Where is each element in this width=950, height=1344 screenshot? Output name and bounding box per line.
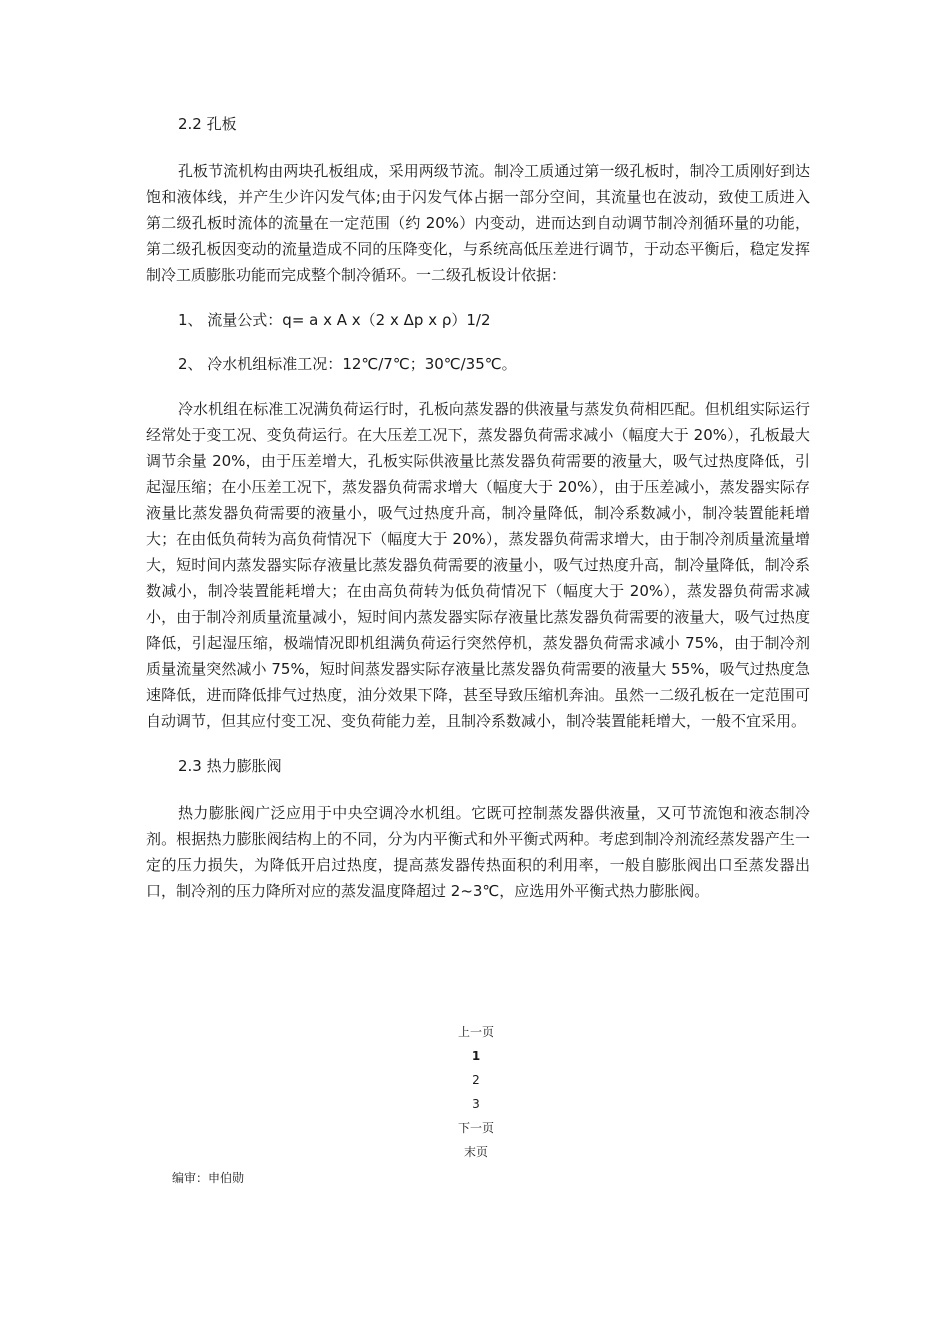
section-2-2-title: 2.2 孔板 <box>178 115 237 133</box>
pagination <box>146 1020 806 1164</box>
page-2-link[interactable]: 2 <box>472 1073 480 1087</box>
standard-conditions-item: 2、 冷水机组标准工况：12℃/7℃；30℃/35℃。 <box>178 355 517 373</box>
page-3-link[interactable]: 3 <box>472 1097 480 1111</box>
prev-page-link[interactable]: 上一页 <box>457 1025 494 1039</box>
orifice-analysis-paragraph: 冷水机组在标准工况满负荷运行时，孔板向蒸发器的供液量与蒸发负荷相匹配。但机组实际运行经常处于变工况、变负荷运行。在大压差工况下，蒸发器负荷需求减小（幅度大于 20%），孔板最大调节余量 20%，由于压差增大，孔板实际供液量比蒸发器负荷需要的液量大，吸气过热度降低，引起湿压缩；在小压差工况下，蒸发器负荷需求增大（幅度大于 20%），由于压差减小，蒸发器实际存液量比蒸发器负荷需要的液量小，吸气过热度升高，制冷量降低，制冷系数减小，制冷装置能耗增大；在由低负荷转为高负荷情况下（幅度大于 20%），蒸发器负荷需求增大，由于制冷剂质量流量增大，短时间内蒸发器实际存液量比蒸发器负荷需要的液量小，吸气过热度升高，制冷量降低，制冷系数减小，制冷装置能耗增大；在由高负荷转为低负荷情况下（幅度大于 20%），蒸发器负荷需求减小，由于制冷剂质量流量减小，短时间内蒸发器实际存液量比蒸发器负荷需要的液量大，吸气过热度降低，引起湿压缩，极端情况即机组满负荷运行突然停机，蒸发器负荷需求减小 75%，由于制冷剂质量流量突然减小 75%，短时间蒸发器实际存液量比蒸发器负荷需要的液量大 55%，吸气过热度急速降低，进而降低排气过热度，油分效果下降，甚至导致压缩机奔油。虽然一二级孔板在一定范围可自动调节，但其应付变工况、变负荷能力差，且制冷系数减小，制冷装置能耗增大，一般不宜采用。 <box>146 400 810 730</box>
next-page-link[interactable]: 下一页 <box>457 1121 494 1135</box>
page-1-current: 1 <box>471 1049 481 1063</box>
section-2-3-title: 2.3 热力膨胀阀 <box>178 757 282 775</box>
txv-paragraph: 热力膨胀阀广泛应用于中央空调冷水机组。它既可控制蒸发器供液量，又可节流饱和液态制冷剂。根据热力膨胀阀结构上的不同，分为内平衡式和外平衡式两种。考虑到制冷剂流经蒸发器产生一定的压力损失，为降低开启过热度，提高蒸发器传热面积的利用率，一般自膨胀阀出口至蒸发器出口，制冷剂的压力降所对应的蒸发温度降超过 2~3℃，应选用外平衡式热力膨胀阀。 <box>146 804 810 900</box>
last-page-link[interactable]: 末页 <box>463 1145 488 1159</box>
orifice-intro-paragraph: 孔板节流机构由两块孔板组成，采用两级节流。制冷工质通过第一级孔板时，制冷工质刚好到达饱和液体线，并产生少许闪发气体;由于闪发气体占据一部分空间，其流量也在波动，致使工质进入第二级孔板时流体的流量在一定范围（约 20%）内变动，进而达到自动调节制冷剂循环量的功能，第二级孔板因变动的流量造成不同的压降变化，与系统高低压差进行调节，于动态平衡后，稳定发挥制冷工质膨胀功能而完成整个制冷循环。一二级孔板设计依据： <box>146 162 810 284</box>
article-body <box>146 112 810 904</box>
editor-credit: 编审：申伯勋 <box>172 1171 245 1185</box>
flow-formula-item: 1、 流量公式：q= a x A x（2 x Δp x ρ）1/2 <box>178 311 491 329</box>
